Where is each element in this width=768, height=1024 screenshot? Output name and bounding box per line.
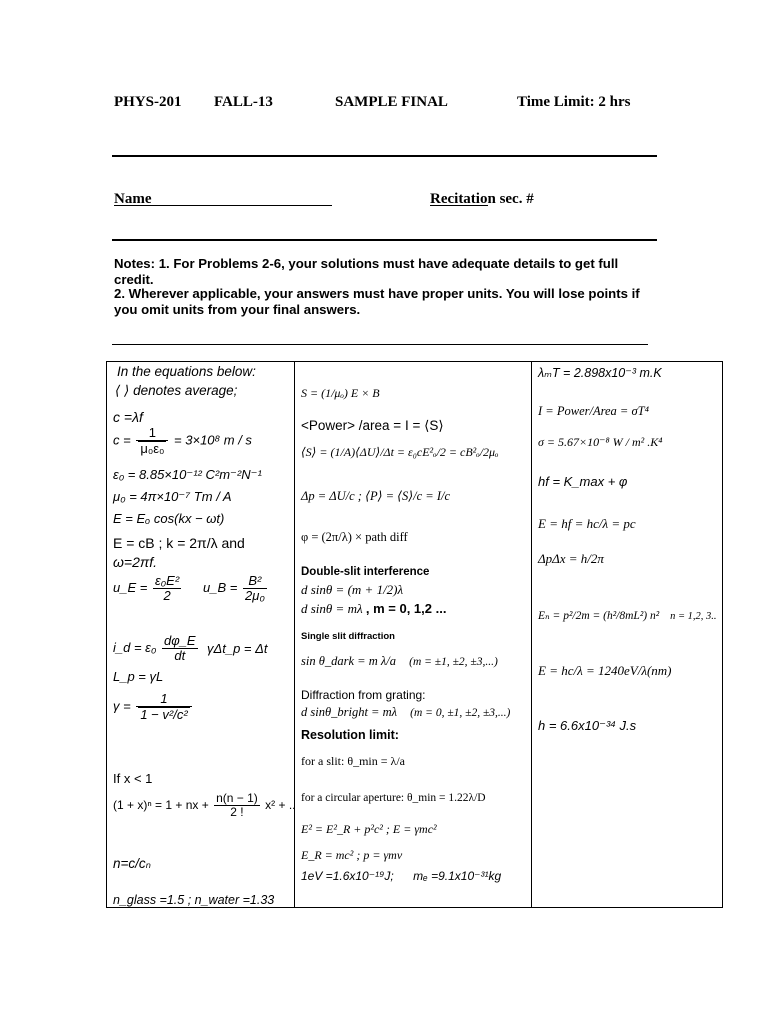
eq-radiation-momentum: Δp = ΔU/c ; ⟨P⟩ = ⟨S⟩/c = I/c: [301, 489, 451, 503]
eq-time-dilation: γΔt_p = Δt: [207, 641, 268, 656]
divider-middle: [112, 239, 657, 241]
eq-photoelectric: hf = K_max + φ: [538, 474, 628, 489]
time-limit: Time Limit: 2 hrs: [517, 94, 631, 110]
eq-e-cb: E = cB ; k = 2π/λ and: [113, 535, 245, 551]
eq-c-lambda: c =λf: [113, 409, 143, 425]
divider-dashed: [112, 344, 648, 345]
intro-line-1: In the equations below:: [117, 364, 256, 379]
eq-omega: ω=2πf.: [113, 554, 158, 570]
eq-resolution-circular: for a circular aperture: θ_min = 1.22λ/D: [301, 792, 486, 804]
formula-column-2: [295, 362, 531, 907]
course-code: PHYS-201: [114, 94, 182, 110]
eq-planck-constant: h = 6.6x10⁻³⁴ J.s: [538, 718, 637, 733]
eq-wave: E = Eₒ cos(kx − ωt): [113, 511, 225, 526]
eq-speed-of-light: c = $\frac{1}{\text{μ₀ε₀}}$ = 3×10⁸ m / s: [113, 425, 252, 457]
term: FALL-13: [214, 94, 273, 110]
average-symbol: ⟨ ⟩: [115, 383, 130, 398]
eq-double-slit-dark: d sinθ = (m + 1/2)λ: [301, 582, 404, 597]
eq-double-slit-bright: d sinθ = mλ , m = 0, 1,2 ...: [301, 601, 447, 616]
grating-title: Diffraction from grating:: [301, 688, 426, 702]
name-field[interactable]: [114, 191, 332, 206]
eq-particle-in-box: Eₙ = p²/2m = (h²/8mL²) n² n = 1,2, 3..: [538, 610, 717, 622]
formula-table: [106, 361, 723, 908]
eq-mu0: μ₀ = 4π×10⁻⁷ Tm / A: [113, 489, 232, 504]
eq-energy-density-e: u_E = $\frac{\text{ε₀E²}}{2}$: [113, 573, 180, 604]
recitation-label: Recitation sec. #: [430, 191, 534, 207]
formula-column-3: [532, 362, 722, 907]
eq-epsilon0: ε₀ = 8.85×10⁻¹² C²m⁻²N⁻¹: [113, 467, 262, 482]
eq-binomial: (1 + x)ⁿ = 1 + nx + $\frac{n(n - 1)}{2 !}$ x² + ..: [113, 791, 296, 820]
note-2: 2. Wherever applicable, your answers must have proper units. You will lose points if you omit units from your final answers.: [114, 286, 640, 317]
recitation-field[interactable]: [430, 191, 488, 206]
eq-resolution-slit: for a slit: θ_min = λ/a: [301, 754, 405, 768]
double-slit-title: Double-slit interference: [301, 566, 430, 578]
eq-energy-density-b: u_B = $\frac{\text{B²}}{\text{2μ₀}}$: [203, 573, 265, 604]
eq-photon-energy: E = hf = hc/λ = pc: [538, 516, 636, 531]
single-slit-title: Single slit diffraction: [301, 631, 395, 642]
intro-line-2: ⟨ ⟩ denotes average;: [115, 383, 238, 398]
eq-average-poynting: ⟨S⟩ = (1/A)⟨ΔU⟩/Δt = ε₀cE²ₒ/2 = cB²ₒ/2μₒ: [301, 445, 499, 459]
eq-relativistic-energy: E² = E²_R + p²c² ; E = γmc²: [301, 822, 437, 836]
note-1: Notes: 1. For Problems 2-6, your solutions must have adequate details to get full credit.: [114, 256, 619, 287]
eq-stefan-boltzmann: I = Power/Area = σT⁴: [538, 404, 649, 418]
eq-single-slit: sin θ_dark = m λ/a (m = ±1, ±2, ±3,...): [301, 654, 498, 668]
eq-energy-wavelength: E = hc/λ = 1240eV/λ(nm): [538, 663, 672, 678]
formula-column-1: [107, 362, 294, 907]
eq-grating: d sinθ_bright = mλ (m = 0, ±1, ±2, ±3,...): [301, 705, 511, 719]
eq-refractive-values: n_glass =1.5 ; n_water =1.33: [113, 893, 275, 907]
divider-top: [112, 155, 657, 157]
eq-gamma: γ = $\frac{1}{\text{1 − v²/c²}}$: [113, 692, 194, 723]
eq-refractive-index: n=c/cₙ: [113, 856, 152, 871]
eq-poynting: S = (1/μₒ) E × B: [301, 386, 380, 400]
eq-sigma: σ = 5.67×10⁻⁸ W / m² .K⁴: [538, 435, 663, 449]
eq-length-contraction: L_p = γL: [113, 669, 164, 684]
eq-electron-volt: 1eV =1.6x10⁻¹⁹J; mₑ =9.1x10⁻³¹kg: [301, 869, 502, 883]
eq-if-x: If x < 1: [113, 771, 153, 786]
eq-displacement-current: i_d = ε₀ $\frac{d\varphi\_E}{dt}$: [113, 633, 196, 664]
eq-rest-energy: E_R = mc² ; p = γmv: [301, 848, 403, 862]
name-label: Name: [114, 191, 152, 207]
eq-intensity: <Power> /area = I = ⟨S⟩: [301, 418, 444, 433]
eq-wien: λₘT = 2.898x10⁻³ m.K: [538, 366, 662, 380]
eq-phase-difference: φ = (2π/λ) × path diff: [301, 530, 408, 544]
exam-title: SAMPLE FINAL: [335, 94, 448, 110]
resolution-title: Resolution limit:: [301, 728, 399, 742]
eq-uncertainty: ΔpΔx = h/2π: [538, 551, 604, 566]
